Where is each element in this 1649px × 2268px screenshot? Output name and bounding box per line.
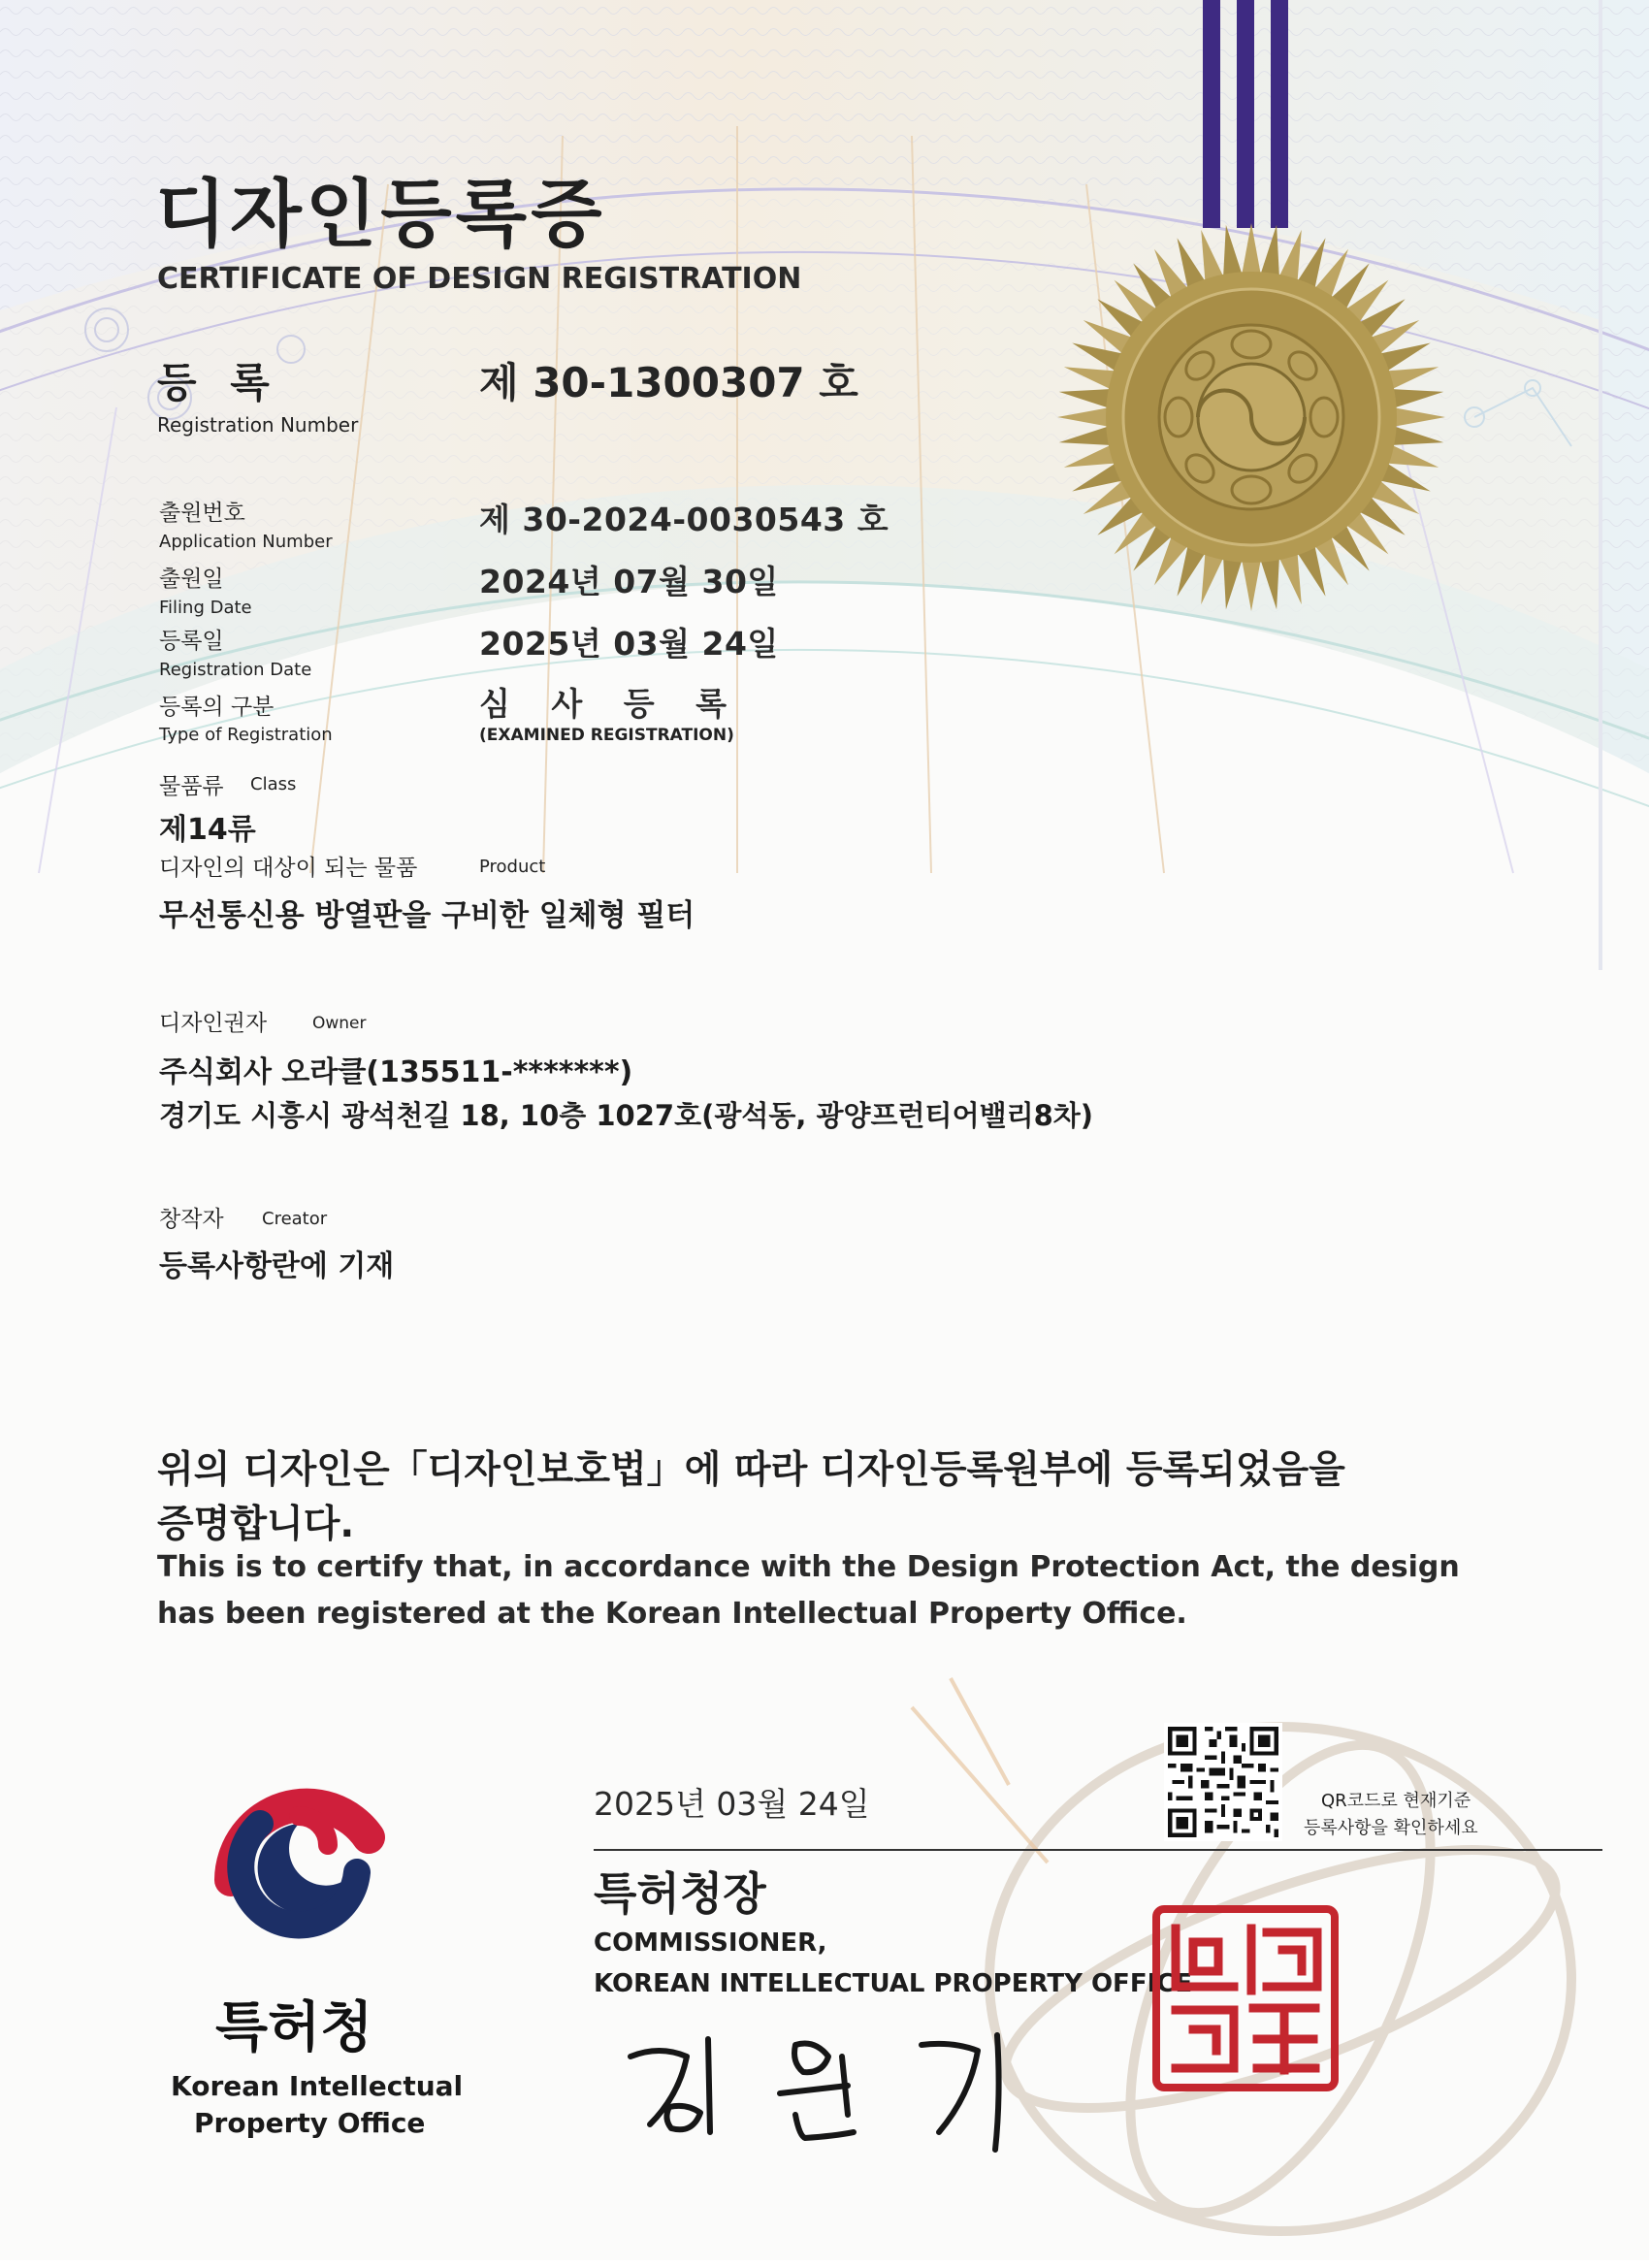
qr-note-line1: QR코드로 현재기준 — [1321, 1791, 1471, 1811]
seal-ray — [1261, 225, 1279, 276]
seal-ray — [1392, 427, 1443, 445]
seal-ray — [1059, 389, 1111, 407]
registration-type-note: (EXAMINED REGISTRATION) — [479, 726, 734, 745]
seal-ray — [1387, 445, 1439, 468]
qr-note-line2: 등록사항을 확인하세요 — [1304, 1818, 1478, 1838]
commissioner-signature — [611, 2018, 1018, 2154]
gold-seal — [1052, 218, 1450, 616]
product-label-en: Product — [479, 857, 546, 877]
registration-type-value: 심 사 등 록 — [479, 685, 728, 723]
registration-type-label-en: Type of Registration — [159, 725, 333, 745]
statement-en-line1: This is to certify that, in accordance with the Design Protection Act, the design — [157, 1550, 1460, 1584]
kipo-logo — [202, 1766, 396, 1960]
commissioner-title-ko: 특허청장 — [594, 1867, 766, 1920]
seal-ray — [1064, 445, 1116, 468]
seal-ray — [1279, 553, 1302, 604]
commissioner-title-en-line2: KOREAN INTELLECTUAL PROPERTY OFFICE — [594, 1969, 1193, 1998]
seal-ray — [1279, 230, 1302, 281]
registration-date-label-ko: 등록일 — [159, 629, 224, 654]
certificate-title-ko: 디자인등록증 — [155, 171, 606, 257]
class-label-en: Class — [250, 774, 297, 794]
statement-ko-line1: 위의 디자인은「디자인보호법」에 따라 디자인등록원부에 등록되었음을 — [157, 1448, 1345, 1492]
agency-name-en-line1: Korean Intellectual — [171, 2070, 464, 2102]
official-red-stamp — [1150, 1903, 1341, 2093]
seal-ray — [1242, 561, 1260, 611]
class-label-ko: 물품류 — [159, 774, 224, 799]
application-number-label-en: Application Number — [159, 532, 333, 552]
seal-ray — [1064, 367, 1116, 389]
owner-name: 주식회사 오라클(135511-*******) — [159, 1055, 633, 1089]
certificate-title-en: CERTIFICATE OF DESIGN REGISTRATION — [157, 262, 802, 296]
application-number-label-ko: 출원번호 — [159, 501, 245, 526]
registration-date-value: 2025년 03월 24일 — [479, 625, 779, 663]
seal-ray — [1387, 367, 1439, 389]
agency-name-en-line2: Property Office — [194, 2107, 426, 2139]
filing-date-value: 2024년 07월 30일 — [479, 563, 779, 600]
filing-date-label-en: Filing Date — [159, 598, 252, 618]
statement-ko-line2: 증명합니다. — [157, 1503, 355, 1546]
issue-date: 2025년 03월 24일 — [594, 1785, 870, 1823]
application-number-value: 제 30-2024-0030543 호 — [479, 501, 889, 538]
filing-date-label-ko: 출원일 — [159, 567, 224, 592]
seal-ray — [1242, 223, 1260, 274]
ribbon-stripe — [1271, 0, 1288, 228]
registration-type-label-ko: 등록의 구분 — [159, 695, 275, 720]
signature-divider — [594, 1849, 1602, 1851]
ribbon-stripe — [1203, 0, 1220, 228]
commissioner-title-en-line1: COMMISSIONER, — [594, 1928, 827, 1958]
verification-qr-code[interactable] — [1164, 1723, 1282, 1841]
seal-ray — [1201, 553, 1223, 604]
seal-ray — [1392, 389, 1443, 407]
product-value: 무선통신용 방열판을 구비한 일체형 필터 — [159, 898, 695, 933]
registration-label-en: Registration Number — [157, 413, 359, 437]
owner-address: 경기도 시흥시 광석천길 18, 10층 1027호(광석동, 광양프런티어밸리8차) — [159, 1099, 1094, 1132]
seal-ray — [1201, 230, 1223, 281]
statement-en-line2: has been registered at the Korean Intellectual Property Office. — [157, 1597, 1187, 1631]
ribbon-stripe — [1237, 0, 1254, 228]
registration-number: 제 30-1300307 호 — [479, 359, 858, 406]
creator-label-ko: 창작자 — [159, 1207, 224, 1232]
seal-ray — [1261, 558, 1279, 609]
creator-value: 등록사항란에 기재 — [159, 1249, 395, 1283]
class-value: 제14류 — [159, 813, 256, 847]
seal-ray — [1057, 407, 1108, 426]
owner-label-ko: 디자인권자 — [159, 1011, 268, 1036]
product-label-ko: 디자인의 대상이 되는 물품 — [159, 856, 418, 881]
registration-date-label-en: Registration Date — [159, 660, 312, 680]
agency-name-ko: 특허청 — [215, 1996, 373, 2059]
seal-ray — [1223, 558, 1242, 609]
seal-ray — [1223, 225, 1242, 276]
registration-label-ko: 등 록 — [157, 359, 279, 406]
seal-ray — [1395, 407, 1445, 426]
owner-label-en: Owner — [312, 1014, 367, 1033]
seal-ray — [1059, 427, 1111, 445]
creator-label-en: Creator — [262, 1209, 328, 1229]
